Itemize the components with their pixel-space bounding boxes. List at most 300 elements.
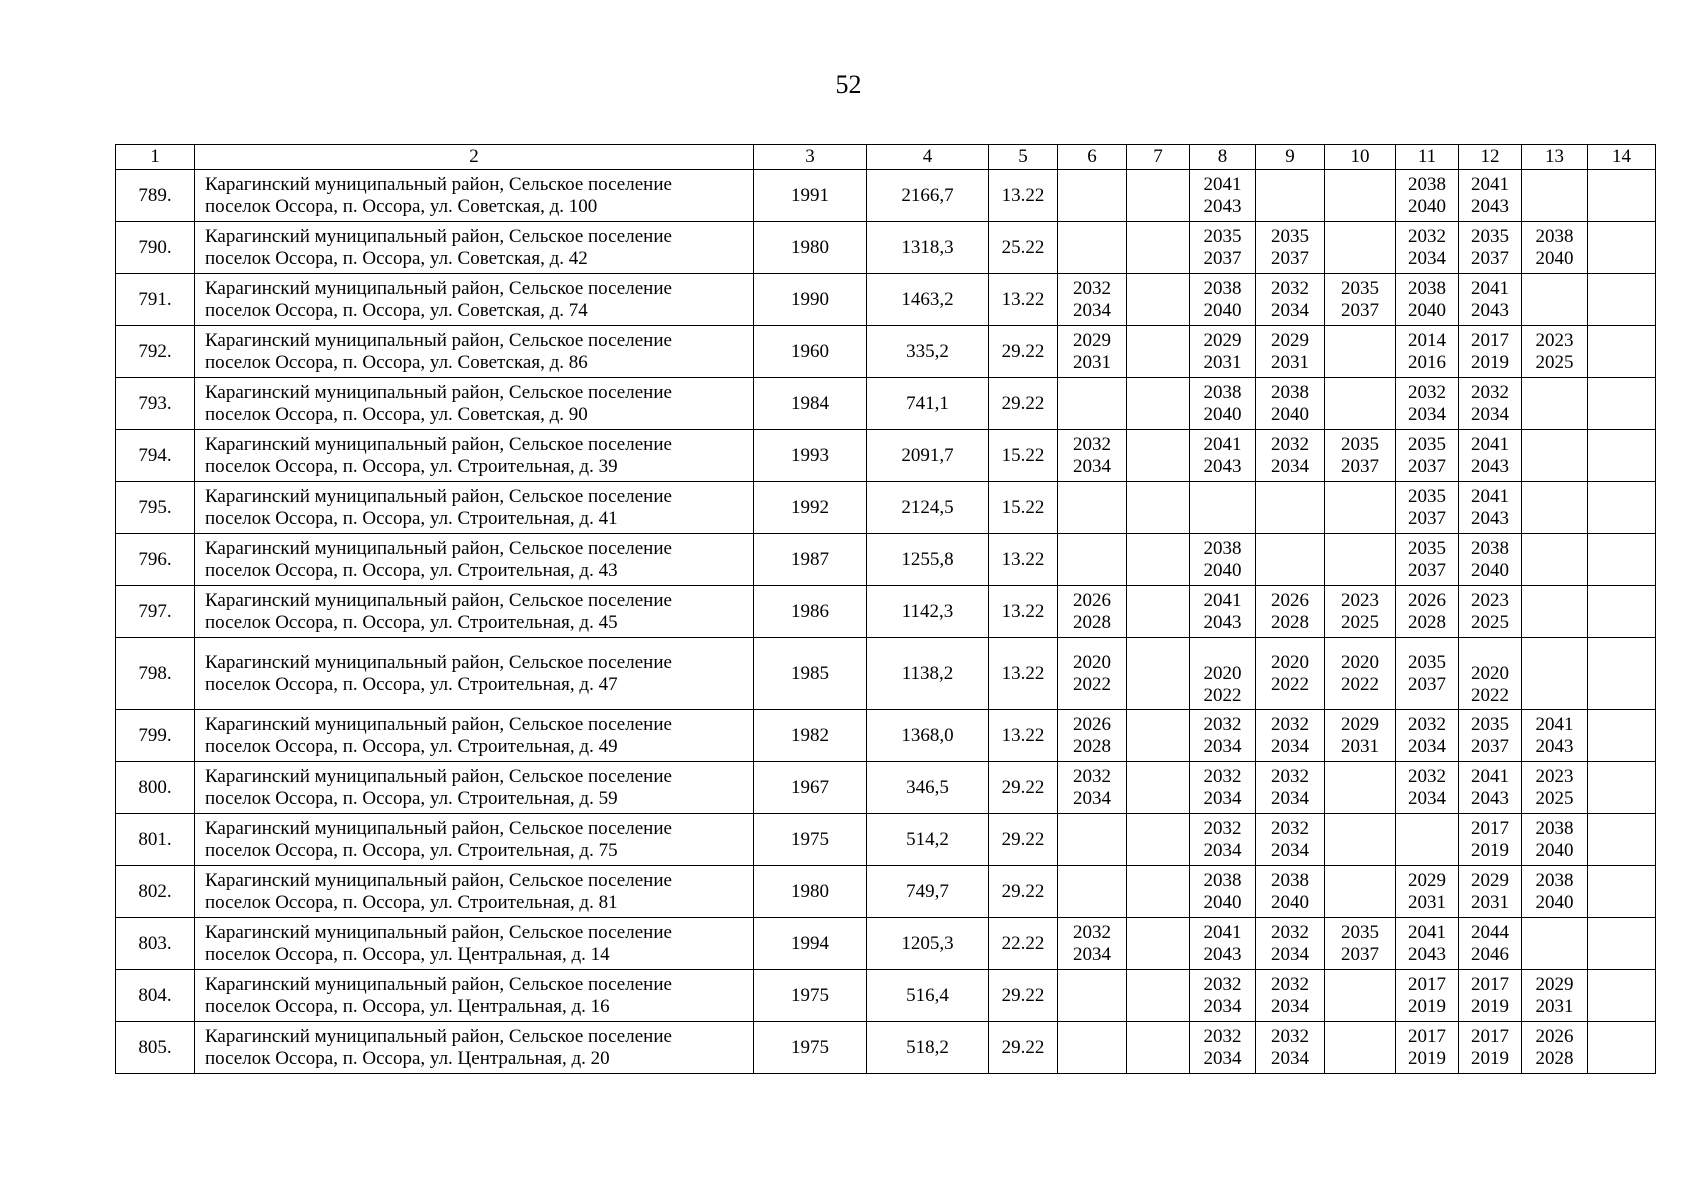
address-line: поселок Оссора, п. Оссора, ул. Строительная, д. 75 bbox=[205, 839, 618, 861]
address-cell bbox=[195, 710, 754, 762]
period-start: 2035 bbox=[1471, 225, 1509, 247]
period-end: 2043 bbox=[1535, 735, 1574, 757]
period-end: 2037 bbox=[1203, 247, 1242, 269]
period-cell-6 bbox=[1058, 710, 1127, 762]
period-cell-14 bbox=[1588, 814, 1656, 866]
period-end: 2034 bbox=[1073, 787, 1111, 809]
period-start: 2038 bbox=[1271, 381, 1309, 403]
period-cell-10 bbox=[1325, 970, 1396, 1022]
address-line: поселок Оссора, п. Оссора, ул. Строительная, д. 45 bbox=[205, 611, 618, 633]
period-cell-12 bbox=[1459, 430, 1522, 482]
period-cell-7 bbox=[1127, 170, 1190, 222]
row-number-cell: 793. bbox=[116, 378, 195, 430]
period-cell-10 bbox=[1325, 222, 1396, 274]
period-end: 2019 bbox=[1408, 1047, 1446, 1069]
row-number-cell: 795. bbox=[116, 482, 195, 534]
address-line: поселок Оссора, п. Оссора, ул. Центральная, д. 16 bbox=[205, 995, 610, 1017]
period-start: 2032 bbox=[1408, 225, 1446, 247]
period-start: 2020 bbox=[1073, 651, 1111, 673]
period-cell-8 bbox=[1190, 482, 1256, 534]
table-row bbox=[116, 586, 1656, 638]
period-end: 2019 bbox=[1471, 995, 1509, 1017]
period-cell-13 bbox=[1522, 710, 1588, 762]
period-start: 2032 bbox=[1203, 973, 1242, 995]
period-cell-8 bbox=[1190, 1022, 1256, 1074]
period-end: 2034 bbox=[1271, 943, 1309, 965]
address-line: поселок Оссора, п. Оссора, ул. Советская, д. 74 bbox=[205, 299, 588, 321]
year-cell: 1986 bbox=[754, 586, 867, 638]
period-end: 2037 bbox=[1471, 247, 1509, 269]
period-cell-6 bbox=[1058, 918, 1127, 970]
area-cell: 1368,0 bbox=[867, 710, 989, 762]
address-line: Карагинский муниципальный район, Сельское поселение bbox=[205, 277, 672, 299]
period-cell-8 bbox=[1190, 326, 1256, 378]
period-cell-7 bbox=[1127, 866, 1190, 918]
period-end: 2034 bbox=[1408, 403, 1446, 425]
period-start: 2029 bbox=[1408, 869, 1446, 891]
period-start: 2038 bbox=[1471, 537, 1509, 559]
period-cell-10 bbox=[1325, 814, 1396, 866]
address-line: Карагинский муниципальный район, Сельское поселение bbox=[205, 869, 672, 891]
address-line: Карагинский муниципальный район, Сельское поселение bbox=[205, 537, 672, 559]
period-cell-9 bbox=[1256, 866, 1325, 918]
period-cell-9 bbox=[1256, 814, 1325, 866]
period-cell-11 bbox=[1396, 222, 1459, 274]
period-start: 2038 bbox=[1203, 277, 1242, 299]
period-end: 2022 bbox=[1471, 685, 1509, 706]
column-header: 2 bbox=[195, 145, 754, 170]
period-cell-12 bbox=[1459, 866, 1522, 918]
period-end: 2034 bbox=[1271, 839, 1309, 861]
period-start: 2041 bbox=[1535, 713, 1574, 735]
period-cell-13 bbox=[1522, 534, 1588, 586]
address-cell bbox=[195, 326, 754, 378]
period-cell-13 bbox=[1522, 970, 1588, 1022]
period-cell-10 bbox=[1325, 430, 1396, 482]
column-header: 3 bbox=[754, 145, 867, 170]
code-cell: 13.22 bbox=[989, 274, 1058, 326]
period-cell-13 bbox=[1522, 866, 1588, 918]
period-start: 2017 bbox=[1471, 973, 1509, 995]
period-cell-6 bbox=[1058, 274, 1127, 326]
year-cell: 1991 bbox=[754, 170, 867, 222]
period-cell-10 bbox=[1325, 482, 1396, 534]
column-header: 8 bbox=[1190, 145, 1256, 170]
period-end: 2034 bbox=[1073, 943, 1111, 965]
period-end: 2034 bbox=[1471, 403, 1509, 425]
period-end: 2040 bbox=[1471, 559, 1509, 581]
period-end: 2031 bbox=[1341, 735, 1379, 757]
period-end: 2034 bbox=[1271, 1047, 1309, 1069]
period-cell-8 bbox=[1190, 814, 1256, 866]
period-cell-12 bbox=[1459, 970, 1522, 1022]
period-start: 2032 bbox=[1271, 765, 1309, 787]
period-cell-9 bbox=[1256, 534, 1325, 586]
period-cell-7 bbox=[1127, 814, 1190, 866]
period-end: 2043 bbox=[1203, 455, 1242, 477]
period-cell-9 bbox=[1256, 326, 1325, 378]
period-cell-6 bbox=[1058, 814, 1127, 866]
address-line: Карагинский муниципальный район, Сельское поселение bbox=[205, 225, 672, 247]
year-cell: 1975 bbox=[754, 814, 867, 866]
period-cell-10 bbox=[1325, 866, 1396, 918]
period-end: 2019 bbox=[1408, 995, 1446, 1017]
period-start: 2020 bbox=[1203, 663, 1242, 684]
period-cell-10 bbox=[1325, 534, 1396, 586]
period-start: 2044 bbox=[1471, 921, 1509, 943]
period-cell-6 bbox=[1058, 430, 1127, 482]
code-cell: 13.22 bbox=[989, 638, 1058, 710]
address-cell bbox=[195, 534, 754, 586]
period-end: 2040 bbox=[1271, 891, 1309, 913]
year-cell: 1987 bbox=[754, 534, 867, 586]
period-cell-6 bbox=[1058, 1022, 1127, 1074]
period-cell-8 bbox=[1190, 534, 1256, 586]
period-start: 2041 bbox=[1203, 589, 1242, 611]
period-cell-13 bbox=[1522, 1022, 1588, 1074]
period-cell-14 bbox=[1588, 274, 1656, 326]
area-cell: 516,4 bbox=[867, 970, 989, 1022]
period-cell-13 bbox=[1522, 918, 1588, 970]
period-cell-13 bbox=[1522, 326, 1588, 378]
code-cell: 29.22 bbox=[989, 762, 1058, 814]
table-row bbox=[116, 222, 1656, 274]
period-start: 2032 bbox=[1203, 817, 1242, 839]
table-row bbox=[116, 482, 1656, 534]
period-start: 2032 bbox=[1073, 765, 1111, 787]
area-cell: 1138,2 bbox=[867, 638, 989, 710]
address-line: поселок Оссора, п. Оссора, ул. Строительная, д. 49 bbox=[205, 735, 618, 757]
period-start: 2032 bbox=[1271, 817, 1309, 839]
period-start: 2035 bbox=[1341, 433, 1379, 455]
period-end: 2037 bbox=[1408, 559, 1446, 581]
area-cell: 2124,5 bbox=[867, 482, 989, 534]
period-cell-13 bbox=[1522, 814, 1588, 866]
address-line: Карагинский муниципальный район, Сельское поселение bbox=[205, 1025, 672, 1047]
period-cell-10 bbox=[1325, 170, 1396, 222]
period-start: 2026 bbox=[1535, 1025, 1574, 1047]
address-line: поселок Оссора, п. Оссора, ул. Центральная, д. 14 bbox=[205, 943, 610, 965]
period-cell-11 bbox=[1396, 326, 1459, 378]
code-cell: 29.22 bbox=[989, 814, 1058, 866]
period-cell-9 bbox=[1256, 274, 1325, 326]
period-start: 2035 bbox=[1471, 713, 1509, 735]
period-start: 2038 bbox=[1203, 869, 1242, 891]
code-cell: 25.22 bbox=[989, 222, 1058, 274]
period-cell-14 bbox=[1588, 970, 1656, 1022]
code-cell: 13.22 bbox=[989, 586, 1058, 638]
period-cell-9 bbox=[1256, 970, 1325, 1022]
period-start: 2032 bbox=[1271, 433, 1309, 455]
period-start: 2017 bbox=[1408, 973, 1446, 995]
period-end: 2040 bbox=[1535, 839, 1574, 861]
year-cell: 1980 bbox=[754, 222, 867, 274]
column-header: 11 bbox=[1396, 145, 1459, 170]
period-cell-7 bbox=[1127, 970, 1190, 1022]
table-row bbox=[116, 378, 1656, 430]
period-end: 2019 bbox=[1471, 839, 1509, 861]
period-cell-13 bbox=[1522, 762, 1588, 814]
period-cell-11 bbox=[1396, 814, 1459, 866]
period-end: 2043 bbox=[1408, 943, 1446, 965]
period-start: 2029 bbox=[1535, 973, 1574, 995]
period-cell-9 bbox=[1256, 222, 1325, 274]
period-end: 2040 bbox=[1271, 403, 1309, 425]
code-cell: 29.22 bbox=[989, 1022, 1058, 1074]
period-cell-9 bbox=[1256, 710, 1325, 762]
period-start: 2035 bbox=[1341, 277, 1379, 299]
period-start: 2029 bbox=[1271, 329, 1309, 351]
period-start: 2032 bbox=[1408, 765, 1446, 787]
code-cell: 22.22 bbox=[989, 918, 1058, 970]
period-cell-14 bbox=[1588, 710, 1656, 762]
period-start: 2029 bbox=[1471, 869, 1509, 891]
period-start: 2038 bbox=[1271, 869, 1309, 891]
period-cell-10 bbox=[1325, 710, 1396, 762]
row-number-cell: 804. bbox=[116, 970, 195, 1022]
period-end: 2034 bbox=[1203, 1047, 1242, 1069]
period-end: 2034 bbox=[1203, 995, 1242, 1017]
period-end: 2022 bbox=[1341, 673, 1379, 695]
period-cell-14 bbox=[1588, 638, 1656, 710]
period-cell-11 bbox=[1396, 762, 1459, 814]
column-header: 1 bbox=[116, 145, 195, 170]
period-cell-6 bbox=[1058, 378, 1127, 430]
period-cell-12 bbox=[1459, 222, 1522, 274]
period-cell-10 bbox=[1325, 326, 1396, 378]
period-cell-11 bbox=[1396, 1022, 1459, 1074]
address-line: поселок Оссора, п. Оссора, ул. Советская, д. 90 bbox=[205, 403, 588, 425]
period-start: 2017 bbox=[1471, 1025, 1509, 1047]
period-start: 2029 bbox=[1341, 713, 1379, 735]
address-line: поселок Оссора, п. Оссора, ул. Центральная, д. 20 bbox=[205, 1047, 610, 1069]
period-cell-8 bbox=[1190, 170, 1256, 222]
address-cell bbox=[195, 918, 754, 970]
period-start: 2032 bbox=[1271, 921, 1309, 943]
address-line: Карагинский муниципальный район, Сельское поселение bbox=[205, 651, 672, 673]
table-row bbox=[116, 1022, 1656, 1074]
period-end: 2034 bbox=[1073, 455, 1111, 477]
period-cell-8 bbox=[1190, 866, 1256, 918]
address-line: Карагинский муниципальный район, Сельское поселение bbox=[205, 765, 672, 787]
year-cell: 1990 bbox=[754, 274, 867, 326]
year-cell: 1994 bbox=[754, 918, 867, 970]
table-row bbox=[116, 638, 1656, 710]
period-cell-9 bbox=[1256, 638, 1325, 710]
period-cell-11 bbox=[1396, 918, 1459, 970]
row-number-cell: 796. bbox=[116, 534, 195, 586]
period-cell-13 bbox=[1522, 482, 1588, 534]
period-end: 2028 bbox=[1271, 611, 1309, 633]
period-cell-12 bbox=[1459, 326, 1522, 378]
row-number-cell: 790. bbox=[116, 222, 195, 274]
period-cell-6 bbox=[1058, 326, 1127, 378]
area-cell: 514,2 bbox=[867, 814, 989, 866]
period-start: 2014 bbox=[1408, 329, 1446, 351]
period-cell-10 bbox=[1325, 1022, 1396, 1074]
table-row bbox=[116, 326, 1656, 378]
period-end: 2031 bbox=[1271, 351, 1309, 373]
column-header: 4 bbox=[867, 145, 989, 170]
period-cell-12 bbox=[1459, 814, 1522, 866]
period-cell-7 bbox=[1127, 586, 1190, 638]
period-start: 2035 bbox=[1408, 433, 1446, 455]
period-end: 2019 bbox=[1471, 351, 1509, 373]
period-end: 2043 bbox=[1203, 943, 1242, 965]
year-cell: 1975 bbox=[754, 970, 867, 1022]
period-end: 2016 bbox=[1408, 351, 1446, 373]
period-start: 2038 bbox=[1535, 869, 1574, 891]
period-start: 2041 bbox=[1471, 433, 1509, 455]
period-cell-8 bbox=[1190, 222, 1256, 274]
period-end: 2037 bbox=[1271, 247, 1309, 269]
period-cell-13 bbox=[1522, 378, 1588, 430]
period-start: 2032 bbox=[1271, 713, 1309, 735]
page-number: 52 bbox=[835, 70, 862, 99]
period-start: 2041 bbox=[1203, 433, 1242, 455]
address-line: Карагинский муниципальный район, Сельское поселение bbox=[205, 485, 672, 507]
period-cell-7 bbox=[1127, 638, 1190, 710]
code-cell: 13.22 bbox=[989, 170, 1058, 222]
area-cell: 1255,8 bbox=[867, 534, 989, 586]
period-end: 2043 bbox=[1471, 455, 1509, 477]
area-cell: 1205,3 bbox=[867, 918, 989, 970]
period-end: 2031 bbox=[1073, 351, 1111, 373]
period-end: 2037 bbox=[1341, 943, 1379, 965]
period-start: 2032 bbox=[1203, 1025, 1242, 1047]
period-end: 2028 bbox=[1073, 611, 1111, 633]
period-cell-12 bbox=[1459, 378, 1522, 430]
row-number-cell: 801. bbox=[116, 814, 195, 866]
period-start: 2032 bbox=[1271, 1025, 1309, 1047]
period-end: 2025 bbox=[1535, 787, 1574, 809]
address-line: поселок Оссора, п. Оссора, ул. Строительная, д. 59 bbox=[205, 787, 618, 809]
period-start: 2017 bbox=[1408, 1025, 1446, 1047]
row-number-cell: 802. bbox=[116, 866, 195, 918]
period-start: 2020 bbox=[1471, 663, 1509, 684]
period-cell-14 bbox=[1588, 222, 1656, 274]
address-cell bbox=[195, 170, 754, 222]
area-cell: 346,5 bbox=[867, 762, 989, 814]
period-start: 2032 bbox=[1073, 921, 1111, 943]
period-cell-6 bbox=[1058, 762, 1127, 814]
period-end: 2040 bbox=[1408, 299, 1446, 321]
code-cell: 13.22 bbox=[989, 534, 1058, 586]
area-cell: 2166,7 bbox=[867, 170, 989, 222]
period-start: 2023 bbox=[1535, 329, 1574, 351]
address-line: Карагинский муниципальный район, Сельское поселение bbox=[205, 921, 672, 943]
period-cell-13 bbox=[1522, 430, 1588, 482]
period-cell-6 bbox=[1058, 222, 1127, 274]
table-row bbox=[116, 814, 1656, 866]
period-cell-9 bbox=[1256, 482, 1325, 534]
period-end: 2040 bbox=[1408, 195, 1446, 217]
period-start: 2020 bbox=[1341, 651, 1379, 673]
period-start: 2038 bbox=[1408, 173, 1446, 195]
period-cell-14 bbox=[1588, 1022, 1656, 1074]
table-row bbox=[116, 710, 1656, 762]
period-end: 2034 bbox=[1271, 455, 1309, 477]
period-cell-14 bbox=[1588, 918, 1656, 970]
period-cell-7 bbox=[1127, 430, 1190, 482]
column-header: 9 bbox=[1256, 145, 1325, 170]
period-cell-11 bbox=[1396, 274, 1459, 326]
period-end: 2043 bbox=[1471, 299, 1509, 321]
period-end: 2028 bbox=[1408, 611, 1446, 633]
period-end: 2037 bbox=[1341, 455, 1379, 477]
period-start: 2035 bbox=[1203, 225, 1242, 247]
column-header: 7 bbox=[1127, 145, 1190, 170]
period-cell-12 bbox=[1459, 170, 1522, 222]
period-cell-13 bbox=[1522, 586, 1588, 638]
period-cell-14 bbox=[1588, 762, 1656, 814]
period-end: 2034 bbox=[1408, 247, 1446, 269]
period-cell-12 bbox=[1459, 482, 1522, 534]
year-cell: 1960 bbox=[754, 326, 867, 378]
period-start: 2035 bbox=[1408, 651, 1446, 673]
address-cell bbox=[195, 482, 754, 534]
period-cell-8 bbox=[1190, 430, 1256, 482]
period-end: 2040 bbox=[1203, 299, 1242, 321]
period-end: 2034 bbox=[1408, 787, 1446, 809]
period-cell-9 bbox=[1256, 430, 1325, 482]
period-end: 2028 bbox=[1073, 735, 1111, 757]
period-start: 2032 bbox=[1203, 713, 1242, 735]
address-cell bbox=[195, 222, 754, 274]
period-cell-11 bbox=[1396, 430, 1459, 482]
address-cell bbox=[195, 638, 754, 710]
address-line: поселок Оссора, п. Оссора, ул. Советская, д. 100 bbox=[205, 195, 598, 217]
area-cell: 1463,2 bbox=[867, 274, 989, 326]
period-end: 2031 bbox=[1203, 351, 1242, 373]
period-start: 2026 bbox=[1073, 713, 1111, 735]
period-start: 2032 bbox=[1073, 277, 1111, 299]
period-start: 2041 bbox=[1471, 173, 1509, 195]
period-end: 2022 bbox=[1073, 673, 1111, 695]
row-number-cell: 798. bbox=[116, 638, 195, 710]
period-end: 2022 bbox=[1271, 673, 1309, 695]
period-cell-13 bbox=[1522, 274, 1588, 326]
period-cell-7 bbox=[1127, 274, 1190, 326]
year-cell: 1993 bbox=[754, 430, 867, 482]
period-cell-7 bbox=[1127, 378, 1190, 430]
row-number-cell: 803. bbox=[116, 918, 195, 970]
period-start: 2038 bbox=[1203, 381, 1242, 403]
area-cell: 1318,3 bbox=[867, 222, 989, 274]
period-cell-11 bbox=[1396, 866, 1459, 918]
period-end: 2031 bbox=[1471, 891, 1509, 913]
address-cell bbox=[195, 586, 754, 638]
table-row bbox=[116, 970, 1656, 1022]
period-start: 2041 bbox=[1203, 173, 1242, 195]
period-cell-9 bbox=[1256, 378, 1325, 430]
period-cell-8 bbox=[1190, 274, 1256, 326]
period-end: 2019 bbox=[1471, 1047, 1509, 1069]
period-cell-14 bbox=[1588, 170, 1656, 222]
period-cell-12 bbox=[1459, 586, 1522, 638]
period-end: 2037 bbox=[1408, 507, 1446, 529]
year-cell: 1984 bbox=[754, 378, 867, 430]
period-cell-8 bbox=[1190, 710, 1256, 762]
period-cell-7 bbox=[1127, 918, 1190, 970]
period-end: 2040 bbox=[1535, 247, 1574, 269]
period-start: 2026 bbox=[1073, 589, 1111, 611]
address-line: поселок Оссора, п. Оссора, ул. Советская, д. 42 bbox=[205, 247, 588, 269]
period-end: 2040 bbox=[1535, 891, 1574, 913]
period-cell-7 bbox=[1127, 762, 1190, 814]
period-cell-6 bbox=[1058, 534, 1127, 586]
table-row bbox=[116, 170, 1656, 222]
